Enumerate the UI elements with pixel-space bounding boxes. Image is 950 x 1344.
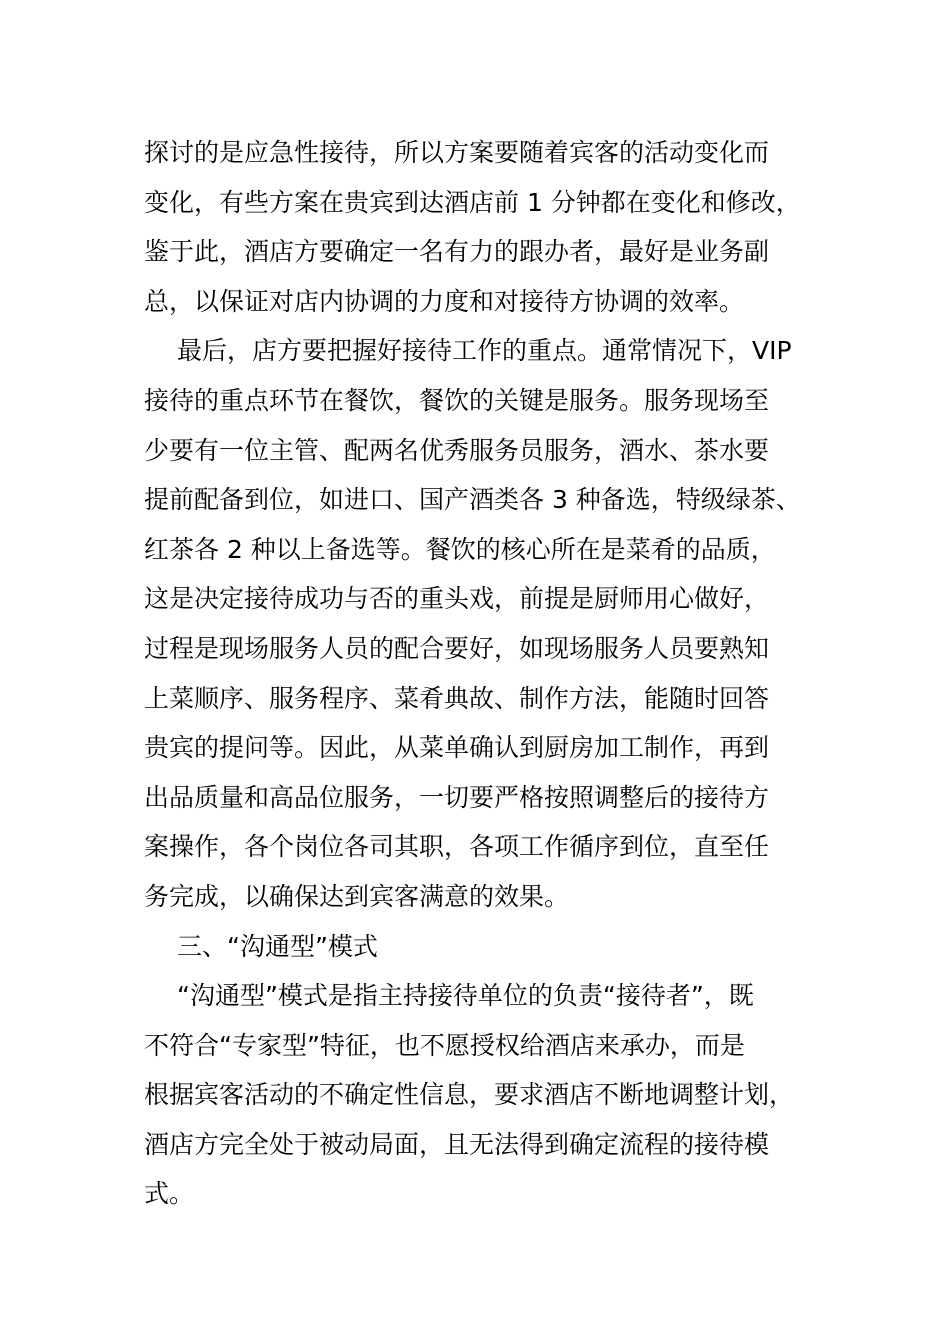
text-line: 式。 — [144, 1179, 195, 1209]
paragraph-first-line: “沟通型”模式是指主持接待单位的负责“接待者”，既 — [177, 981, 754, 1011]
text-line: 接待的重点环节在餐饮，餐饮的关键是服务。服务现场至 — [144, 385, 770, 415]
text-line: 提前配备到位，如进口、国产酒类各 3 种备选，特级绿茶、 — [144, 485, 801, 515]
paragraph-first-line: 最后，店方要把握好接待工作的重点。通常情况下，VIP — [177, 336, 792, 366]
section-heading: 三、“沟通型”模式 — [177, 931, 378, 961]
text-line: 贵宾的提问等。因此，从菜单确认到厨房加工制作，再到 — [144, 733, 770, 763]
body-text — [144, 128, 814, 1219]
text-line: 案操作，各个岗位各司其职，各项工作循序到位，直至任 — [144, 832, 770, 862]
text-line: 探讨的是应急性接待，所以方案要随着宾客的活动变化而 — [144, 138, 770, 167]
text-line: 务完成，以确保达到宾客满意的效果。 — [144, 881, 570, 911]
text-line: 红茶各 2 种以上备选等。餐饮的核心所在是菜肴的品质， — [144, 534, 776, 564]
text-line: 鉴于此，酒店方要确定一名有力的跟办者，最好是业务副 — [144, 237, 770, 267]
text-line: 少要有一位主管、配两名优秀服务员服务，酒水、茶水要 — [144, 435, 770, 465]
text-line: 变化，有些方案在贵宾到达酒店前 1 分钟都在变化和修改， — [144, 187, 801, 217]
text-line: 总，以保证对店内协调的力度和对接待方协调的效率。 — [144, 286, 745, 316]
text-line: 出品质量和高品位服务，一切要严格按照调整后的接待方 — [144, 782, 770, 812]
text-line: 酒店方完全处于被动局面，且无法得到确定流程的接待模 — [144, 1129, 770, 1159]
text-line: 过程是现场服务人员的配合要好，如现场服务人员要熟知 — [144, 633, 770, 663]
text-line: 上菜顺序、服务程序、菜肴典故、制作方法，能随时回答 — [144, 683, 770, 713]
text-line: 不符合“专家型”特征，也不愿授权给酒店来承办，而是 — [144, 1030, 745, 1060]
text-line: 这是决定接待成功与否的重头戏，前提是厨师用心做好， — [144, 584, 770, 614]
text-line: 根据宾客活动的不确定性信息，要求酒店不断地调整计划， — [144, 1080, 795, 1110]
